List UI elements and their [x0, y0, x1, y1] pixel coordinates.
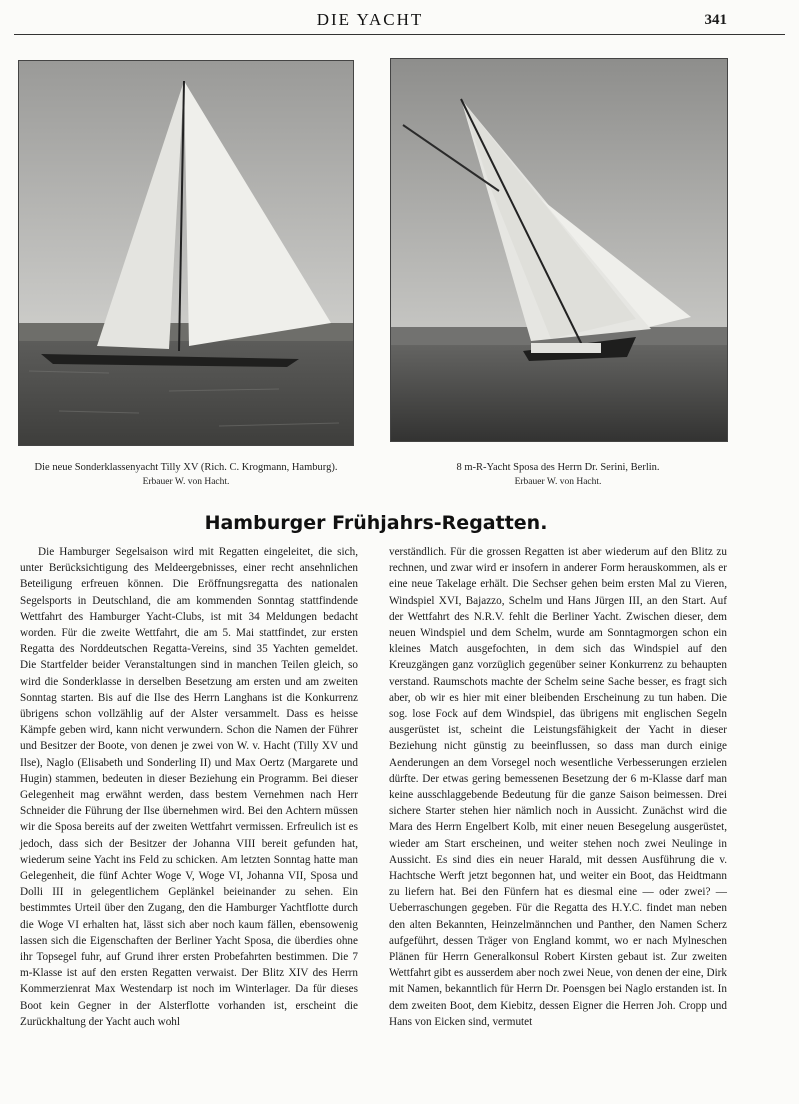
figure-caption-text: 8 m-R-Yacht Sposa des Herrn Dr. Serini, Berlin. [456, 462, 660, 473]
article-column-left: Die Hamburger Segelsaison wird mit Regatten eingeleitet, die sich, unter Berücksichtigung des Meldeergebnisses, einer recht ansehnlichen Beteiligung erfreuen können. Die Eröffnungsregatta des nationalen Segelsports in Deutschland, die am kommenden Sonntag stattfindende Wettfahrt des Hamburger Yacht-Clubs, ist mit 34 Meldungen bedacht worden. Für die zweite Wettfahrt, die am 5. Mai stattfindet, zur ersten Regatta des Norddeutschen Regatta-Vereins, sind 35 Yachten gemeldet. Die Startfelder beider Veranstaltungen sind in manchen Teilen gleich, so wird die Sonderklasse in derselben Besetzung am ersten und am zweiten Sonntag starten. Bis auf die Ilse des Herrn Langhans ist die Konkurrenz übrigens schon vollzählig auf der Alster versammelt. Dass es heisse Kämpfe geben wird, kann nicht verwundern. Schon die Namen der Führer und Besitzer der Boote, von denen je zwei von W. v. Hacht (Tilly XV und Ilse), Naglo (Elisabeth und Sonderling II) und Max Oertz (Margarete und Hugin) stammen, bedeuten in dieser Beziehung ein Programm. Bei dieser Gelegenheit mag erwähnt werden, dass bestem Vernehmen nach Herr Schneider die Führung der Ilse übernehmen wird. Bei den Achtern müssen wir die Sposa bereits auf der zweiten Wettfahrt vermissen. Erfreulich ist es jedoch, dass sich der Besitzer der Johanna VIII bereit gefunden hat, wiederum seine Yacht ins Feld zu schicken. Am letzten Sonntag hatte man Gelegenheit, die fünf Achter Woge V, Woge VI, Johanna VII, Sposa und Dolli III in gelegentlichem Geplänkel beieinander zu sehen. Ein bestimmtes Urteil über den Zugang, den die Hamburger Yachtflotte durch die Woge VI erhalten hat, lässt sich aber noch kaum fällen, ebensowenig lassen sich die Eigenschaften der Berliner Yacht Sposa, die überdies ohne ihr Topsegel fuhr, auf Grund ihrer ersten Probefahrten bestimmen. Die 7 m-Klasse ist auf den ersten Regatten verwaist. Der Blitz XIV des Herrn Kommerzienrat Max Westendarp ist noch im Winterlager. Da für dieses Boot kein Gegner in der Alsterflotte vorhanden ist, erscheint die Zurückhaltung der Yacht auch wohl [20, 546, 358, 1028]
photo-sposa [390, 58, 728, 442]
page-number: 341 [704, 12, 727, 28]
running-title: DIE YACHT [316, 10, 424, 29]
photo-tilly-xv [18, 60, 354, 446]
figure-caption-left [10, 460, 362, 490]
figure-credit: Erbauer W. von Hacht. [514, 477, 602, 487]
figure-caption-text: Die neue Sonderklassenyacht Tilly XV (Rich. C. Krogmann, Hamburg). [34, 462, 338, 473]
figure-credit: Erbauer W. von Hacht. [142, 477, 230, 487]
article-title: Hamburger Frühjahrs-Regatten. [204, 512, 548, 534]
header-rule [14, 34, 785, 35]
article-column-right: verständlich. Für die grossen Regatten ist aber wiederum auf den Blitz zu rechnen, und zwar wird er insofern in anderer Form herauskommen, als er eine neue Takelage erhält. Die Sechser gehen beim ersten Mal zu Vieren, Windspiel XVI, Bajazzo, Schelm und Hans Jürgen III, an den Start. Auf der Wettfahrt des N.R.V. fehlt die Berliner Yacht. Zwischen dieser, dem neuen Windspiel und dem Schelm, wurde am Sonntagmorgen schon ein kleines Match ausgefochten, in dem sich das Windspiel auf den Kreuzgängen ganz vorzüglich gegenüber seiner Konkurrenz zu behaupten verstand. Raumschots machte der Schelm seine Sache besser, es fragt sich aber, ob wir es hier mit einer bleibenden Erscheinung zu tun haben. Die sog. lose Fock auf dem Windspiel, das übrigens mit englischen Segeln ausgerüstet ist, scheint die Leistungsfähigkeit der Yacht in dieser Beziehung nicht günstig zu beeinflussen, so dass man durch einige Aenderungen an dem Vorsegel noch wesentliche Verbesserungen erzielen dürfte. Der etwas gering bemessenen Besetzung der 6 m-Klasse darf man keine ausschlaggebende Bedeutung für die ganze Saison beimessen. Drei sichere Starter stehen hier nämlich noch in Aussicht. Zunächst wird die Mara des Herrn Engelbert Kolb, mit einer neuen Besegelung ausgerüstet, wieder am Start erscheinen, und weiter stehen noch zwei Neulinge in Aussicht. Es sind dies ein neuer Harald, mit dessen Ausführung die v. Hachtsche Werft jetzt begonnen hat, und weiter ein Boot, das Heidtmann zu liefern hat. Bei den Fünfern hat es diesmal eine — oder zwei? — Ueberraschungen gegeben. Für die Regatta des H.Y.C. findet man neben den alten Bekannten, Heinzelmännchen und Panther, den Namen Scherz aufgeführt, dessen Träger von England kommt, wo er nach Mylneschen Plänen für Herrn Generalkonsul Robert Kirsten gebaut ist. Zur zweiten Wettfahrt gibt es ausserdem aber noch zwei Neue, von denen der eine, Dirk mit Namen, bekanntlich für Herrn Dr. Poensgen bei Naglo erstanden ist. In dem zweiten Boot, dem Kiebitz, dessen Eigner die Herren Joh. Cropp und Hans von Eicken sind, vermutet [389, 546, 727, 1028]
figure-caption-right [382, 460, 734, 490]
